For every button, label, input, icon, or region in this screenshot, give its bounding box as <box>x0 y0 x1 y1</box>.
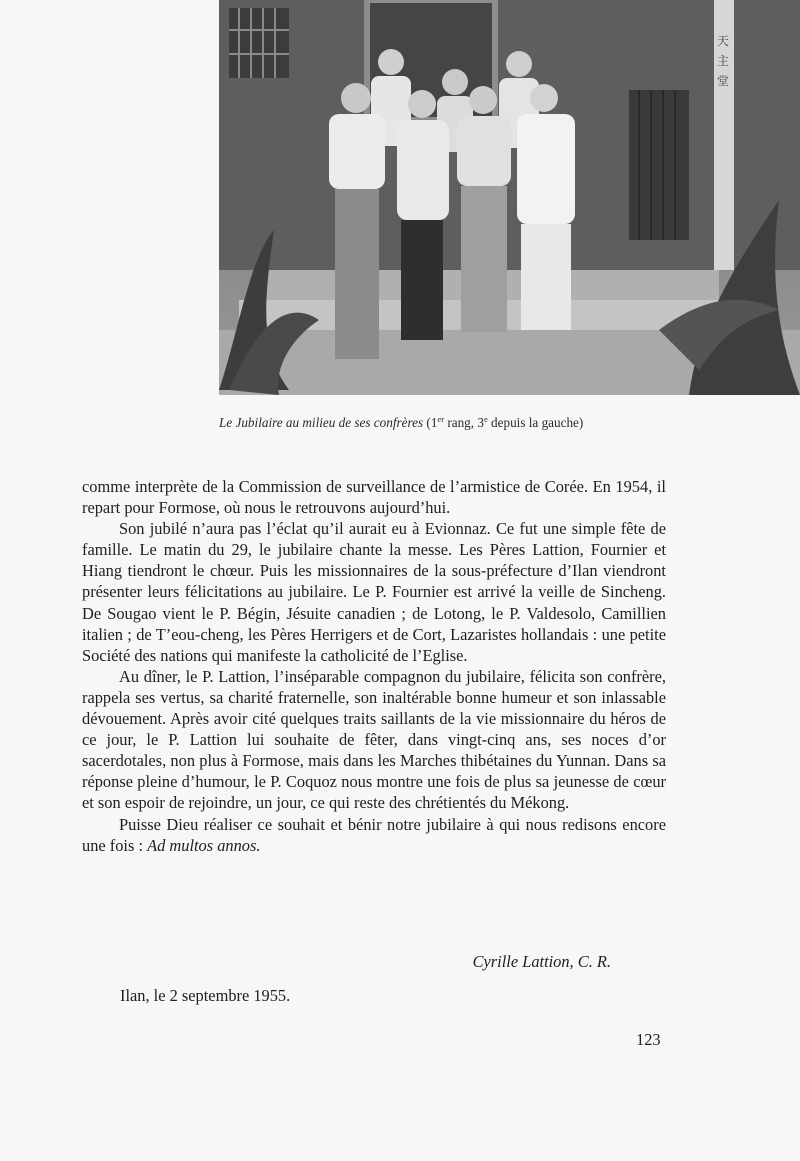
paragraph-3: Au dîner, le P. Lattion, l’inséparable compagnon du jubilaire, félicita son confrère, rappela ses vertus, sa charité fraternelle, son inaltérable bonne humeur et son inlassable dévouement. Après avoir cité quelques traits saillants de la vie missionnaire du héros de ce jour, le P. Lattion lui souhaite de fêter, dans vingt-cinq ans, ses noces d’or sacerdotales, non plus à Formose, mais dans les Marches thibétaines du Yunnan. Dans sa réponse pleine d’humour, le P. Coquoz nous montre une fois de plus sa jeunesse de cœur et son espoir de rejoindre, un jour, ce qui reste des chrétientés du Mékong. <box>82 666 666 813</box>
place-date: Ilan, le 2 septembre 1955. <box>120 986 291 1005</box>
caption-open: (1 <box>423 415 438 430</box>
svg-text:堂: 堂 <box>717 74 730 88</box>
svg-text:主: 主 <box>717 54 730 68</box>
author-signature: Cyrille Lattion, C. R. <box>472 952 611 971</box>
caption-sup-first: er <box>437 414 445 424</box>
photo-caption <box>219 414 709 431</box>
caption-sup-third: e <box>483 414 488 424</box>
article-body <box>82 476 666 856</box>
page-number: 123 <box>636 1030 661 1049</box>
paragraph-4-latin: Ad multos annos. <box>147 835 261 855</box>
paragraph-1: comme interprète de la Commission de surveillance de l’armistice de Corée. En 1954, il repart pour Formose, où nous le retrouvons aujourd’hui. <box>82 477 666 518</box>
caption-italic: Le Jubilaire au milieu de ses confrères <box>219 415 424 430</box>
caption-close: depuis la gauche) <box>487 415 584 430</box>
paragraph-2: Son jubilé n’aura pas l’éclat qu’il aurait eu à Evionnaz. Ce fut une simple fête de famille. Le matin du 29, le jubilaire chante la messe. Les Pères Lattion, Fournier et Hiang tiendront le chœur. Puis les missionnaires de la sous-préfecture d’Ilan viendront présenter leurs félicitations au jubilaire. Le P. Fournier est arrivé la veille de Sincheng. De Sougao vient le P. Bégin, Jésuite canadien ; de Lotong, le P. Valdesolo, Camillien italien ; de T’eou-cheng, les Pères Herrigers et de Cort, Lazaristes hollandais : une petite Société des nations qui manifeste la catholicité de l’Eglise. <box>82 519 666 665</box>
caption-mid: rang, 3 <box>444 415 484 430</box>
paragraph-4 <box>82 814 666 856</box>
group-photo <box>219 0 800 395</box>
paragraph-4-text: Puisse Dieu réaliser ce souhait et bénir notre jubilaire à qui nous redisons encore une fois : <box>82 814 666 855</box>
svg-text:天: 天 <box>717 34 730 48</box>
group-photo-illustration <box>219 0 800 395</box>
